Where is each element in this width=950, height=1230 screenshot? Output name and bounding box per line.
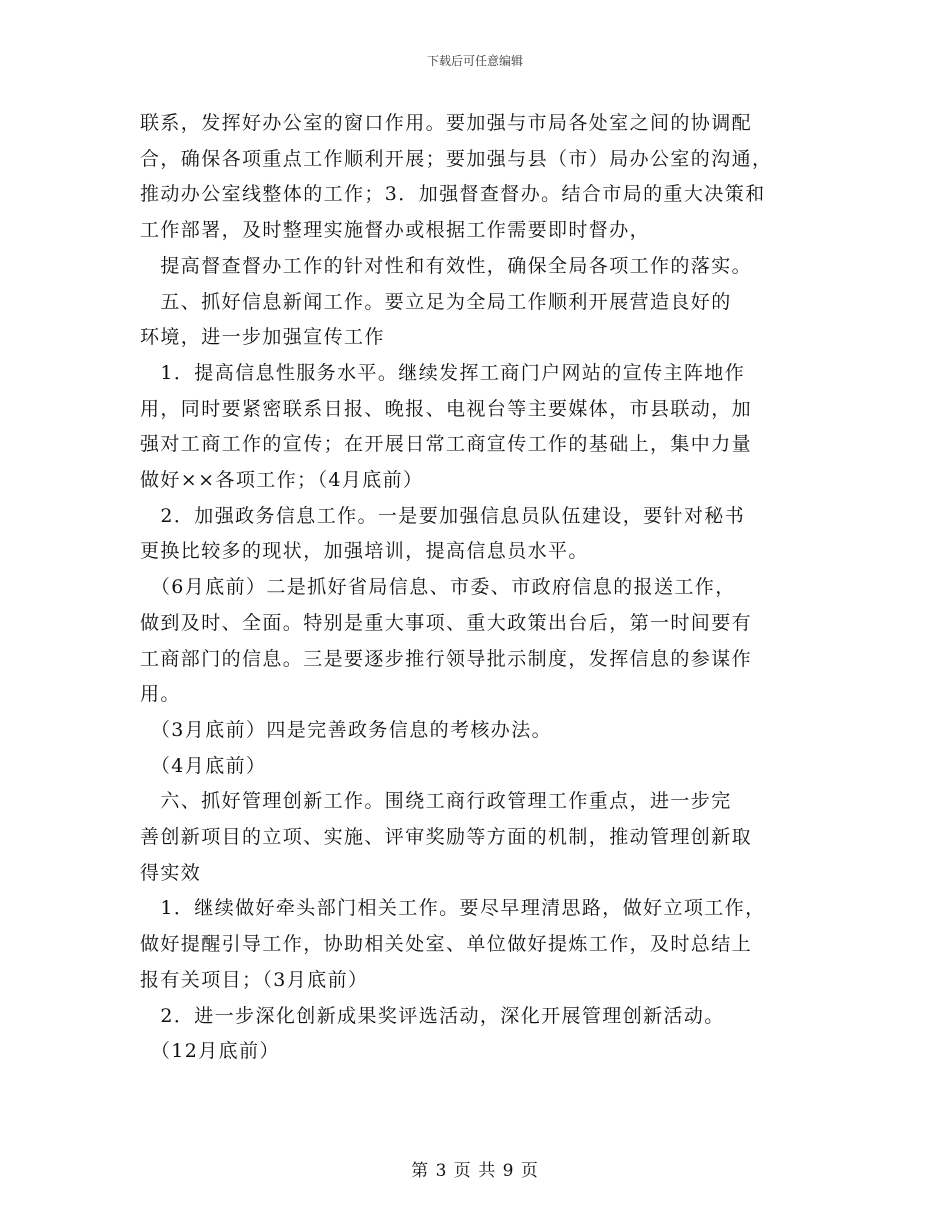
text-line: 1．继续做好牵头部门相关工作。要尽早理清思路，做好立项工作， — [140, 897, 766, 920]
page-header: 下载后可任意编辑 — [426, 54, 523, 68]
text-line: 用，同时要紧密联系日报、晚报、电视台等主要媒体，市县联动，加 — [140, 397, 753, 420]
text-line: （6月底前）二是抓好省局信息、市委、市政府信息的报送工作， — [140, 576, 736, 599]
text-line: 强对工商工作的宣传；在开展日常工商宣传工作的基础上，集中力量 — [140, 433, 753, 456]
text-line: 六、抓好管理创新工作。围绕工商行政管理工作重点，进一步完 — [140, 790, 732, 813]
text-line: 合，确保各项重点工作顺利开展；要加强与县（市）局办公室的沟通， — [140, 147, 773, 170]
text-line: （12月底前） — [140, 1040, 280, 1063]
text-line: 得实效 — [140, 861, 202, 884]
text-line: 善创新项目的立项、实施、评审奖励等方面的机制，推动管理创新取 — [140, 826, 753, 849]
text-line: 工作部署，及时整理实施督办或根据工作需要即时督办， — [140, 219, 651, 242]
text-line: 环境，进一步加强宣传工作 — [140, 326, 385, 349]
text-line: 五、抓好信息新闻工作。要立足为全局工作顺利开展营造良好的 — [140, 290, 732, 313]
text-line: 提高督查督办工作的针对性和有效性，确保全局各项工作的落实。 — [140, 254, 753, 277]
text-line: 2．加强政务信息工作。一是要加强信息员队伍建设，要针对秘书 — [140, 504, 746, 527]
text-line: 更换比较多的现状，加强培训，提高信息员水平。 — [140, 540, 589, 563]
text-line: （4月底前） — [140, 754, 267, 777]
page-footer: 第 3 页 共 9 页 — [411, 1161, 539, 1181]
text-line: 做到及时、全面。特别是重大事项、重大政策出台后，第一时间要有 — [140, 611, 753, 634]
text-line: 联系，发挥好办公室的窗口作用。要加强与市局各处室之间的协调配 — [140, 112, 753, 134]
text-line: （3月底前）四是完善政务信息的考核办法。 — [140, 718, 552, 741]
document-body — [140, 106, 820, 1070]
text-line: 推动办公室线整体的工作；3．加强督查督办。结合市局的重大决策和 — [140, 183, 766, 206]
text-line: 用。 — [140, 683, 181, 706]
text-line: 1．提高信息性服务水平。继续发挥工商门户网站的宣传主阵地作 — [140, 361, 746, 384]
text-line: 做好提醒引导工作，协助相关处室、单位做好提炼工作，及时总结上 — [140, 933, 753, 956]
text-line: 2．进一步深化创新成果奖评选活动，深化开展管理创新活动。 — [140, 1004, 725, 1027]
text-line: 做好××各项工作；（4月底前） — [140, 469, 424, 492]
text-line: 工商部门的信息。三是要逐步推行领导批示制度，发挥信息的参谋作 — [140, 647, 753, 670]
text-line: 报有关项目；（3月底前） — [140, 968, 369, 991]
